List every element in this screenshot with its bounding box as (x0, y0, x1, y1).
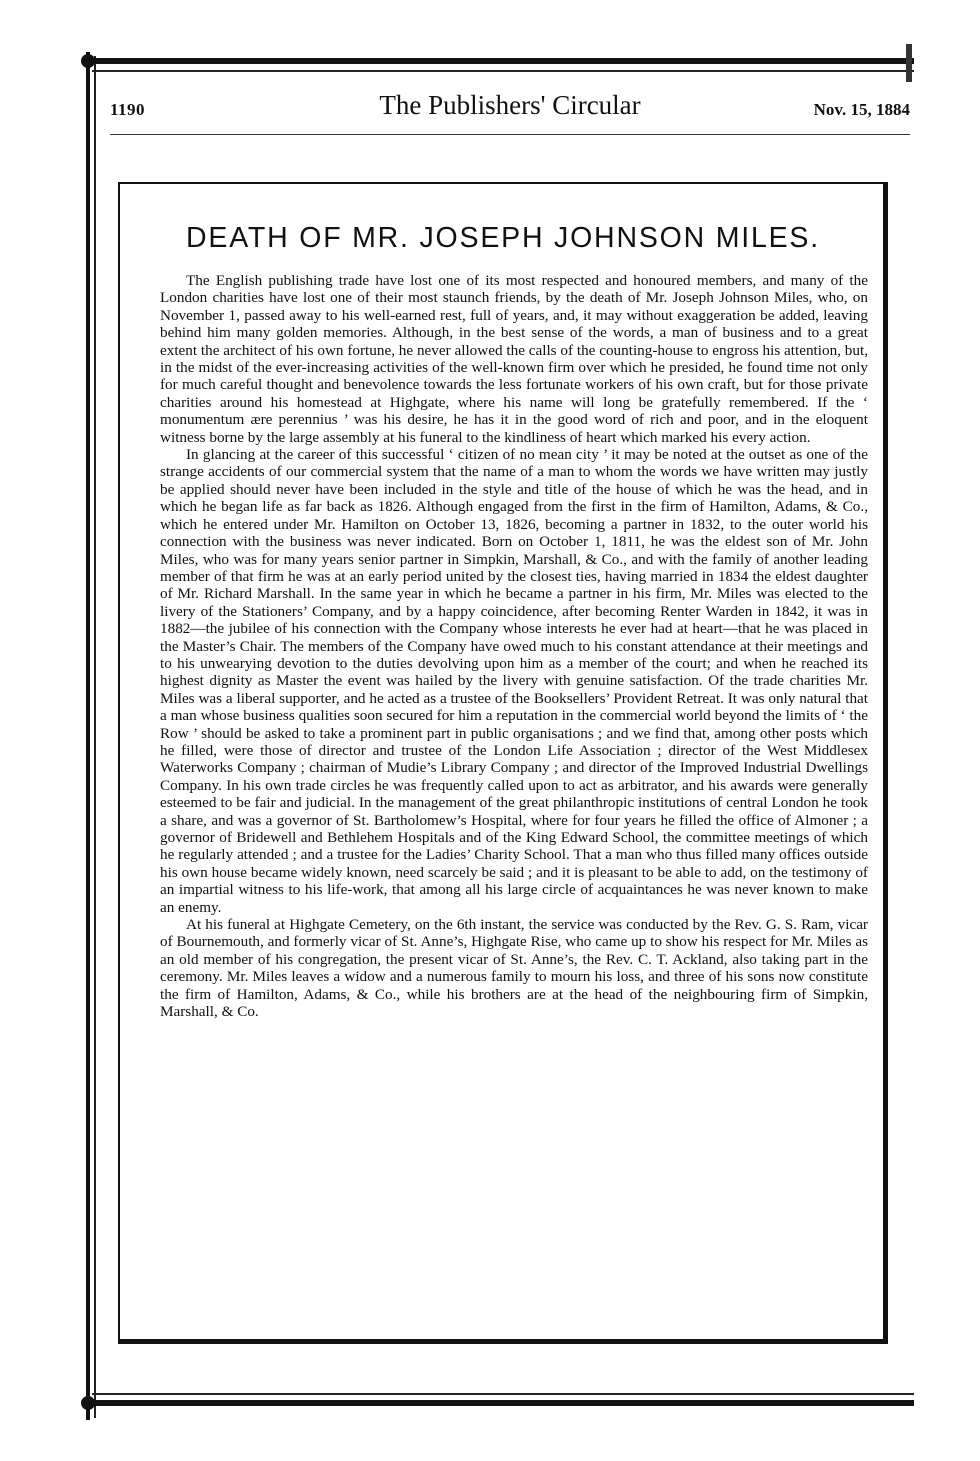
running-header (110, 90, 910, 126)
page-rule-top-thin (92, 70, 914, 72)
article-body (160, 272, 868, 1020)
issue-date: Nov. 15, 1884 (813, 100, 910, 119)
page-number: 1190 (110, 100, 146, 119)
article-paragraph-3: At his funeral at Highgate Cemetery, on the 6th instant, the service was conducted by the Rev. G. S. Ram, vicar of Bournemouth, and formerly vicar of St. Anne’s, Highgate Rise, who came up to show his respect for Mr. Miles as an old member of his congregation, the present vicar of St. Anne’s, the Rev. C. T. Ackland, also taking part in the ceremony. Mr. Miles leaves a widow and a numerous family to mourn his loss, and three of his sons now constitute the firm of Hamilton, Adams, & Co., while his brothers are at the head of the neighbouring firm of Simpkin, Marshall, & Co. (160, 916, 868, 1021)
journal-title: The Publishers' Circular (379, 90, 641, 120)
page-rule-bottom-thin (92, 1393, 914, 1395)
rule-ornament-bottom (81, 1396, 95, 1410)
page-rule-left (86, 52, 90, 1420)
page-rule-right-edge (906, 44, 912, 82)
page-rule-bottom (88, 1400, 914, 1406)
header-rule (110, 134, 910, 135)
article-paragraph-2: In glancing at the career of this successful ‘ citizen of no mean city ’ it may be noted at the outset as one of the strange accidents of our commercial system that the name of a man to whom the words we have written may justly be applied should never have been included in the style and title of the house of which he was the head, and in which he began life as far back as 1826. Although engaged from the first in the firm of Hamilton, Adams, & Co., which he entered under Mr. Hamilton on October 13, 1826, becoming a partner in 1832, to the outer world his connection with the business was never indicated. Born on October 1, 1811, he was the eldest son of Mr. John Miles, who was for many years senior partner in Simpkin, Marshall, & Co., and with the family of another leading member of that firm he was at an early period united by the closest ties, having married in 1834 the eldest daughter of Mr. Richard Marshall. In the same year in which he became a partner in his firm, Mr. Miles was elected to the livery of the Stationers’ Company, and by a happy coincidence, after becoming Renter Warden in 1842, it was in 1882—the jubilee of his connection with the Company whose interests he ever had at heart—that he was placed in the Master’s Chair. The members of the Company have owed much to his constant attendance at their meetings and to his unwearying devotion to the duties devolving upon him as a member of the court; and when he reached its highest dignity as Master the event was hailed by the livery with genuine satisfaction. Of the trade charities Mr. Miles was a liberal supporter, and he acted as a trustee of the Booksellers’ Provident Retreat. It was only natural that a man whose business qualities soon secured for him a reputation in the commercial world beyond the limits of ‘ the Row ’ should be asked to take a prominent part in public organisations ; and we find that, among other posts which he filled, were those of director and trustee of the London Life Association ; director of the West Middlesex Waterworks Company ; chairman of Mudie’s Library Company ; and director of the Improved Industrial Dwellings Company. In his own trade circles he was frequently called upon to act as arbitrator, and his awards were generally esteemed to be fair and judicial. In the management of the great philanthropic institutions of central London he took a share, and was a governor of St. Bartholomew’s Hospital, where for four years he filled the office of Almoner ; a governor of Bridewell and Bethlehem Hospitals and of the King Edward School, the committee meetings of which he regularly attended ; and a trustee for the Ladies’ Charity School. That a man who thus filled many offices outside his own house became widely known, need scarcely be said ; and it is pleasant to be able to add, on the testimony of an impartial witness to his life-work, that among all his large circle of acquaintances he was never known to make an enemy. (160, 446, 868, 916)
article-title: DEATH OF MR. JOSEPH JOHNSON MILES. (186, 222, 820, 254)
rule-ornament-top (81, 54, 95, 68)
page-rule-top (88, 58, 914, 64)
page-rule-left-inner (94, 56, 96, 1418)
article-paragraph-1: The English publishing trade have lost one of its most respected and honoured members, and many of the London charities have lost one of their most staunch friends, by the death of Mr. Joseph Johnson Miles, who, on November 1, passed away to his well-earned rest, full of years, and, it may without exaggeration be added, leaving behind him many golden memories. Although, in the best sense of the words, a man of business and to a great extent the architect of his own fortune, he never allowed the calls of the counting-house to engross his attention, but, in the midst of the ever-increasing activities of the well-known firm over which he presided, he found time not only for much careful thought and benevolence towards the less fortunate workers of his own craft, but for those private charities around his homestead at Highgate, where his name will long be gratefully remembered. If the ‘ monumentum ære perennius ’ was his desire, he has it in the good word of rich and poor, and in the eloquent witness borne by the large assembly at his funeral to the kindliness of heart which marked his every action. (160, 272, 868, 446)
